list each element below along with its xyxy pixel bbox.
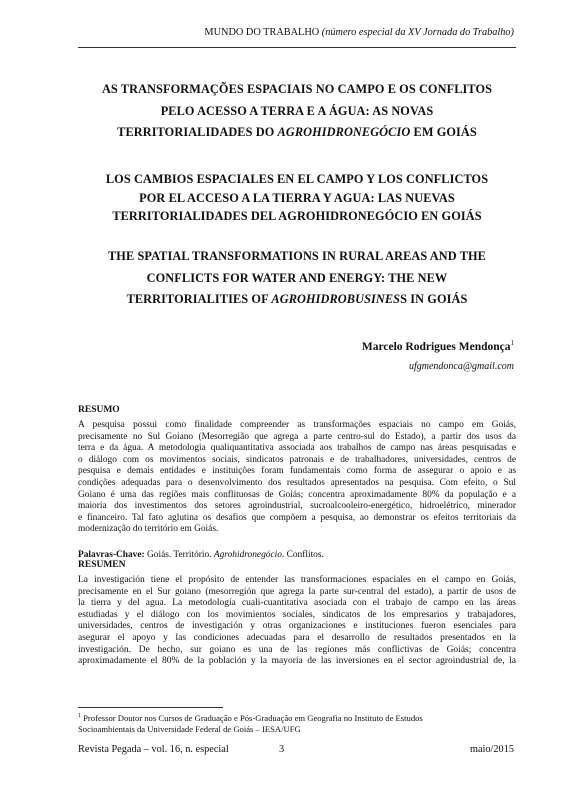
footnote-line-1: $^1$ Professor Doutor nos Cursos de Graduação e Pós-Graduação em Geografia no Instituto de Estudos (78, 712, 423, 723)
author-name: Marcelo Rodrigues Mendonça$^1$ (361, 339, 514, 353)
resumen-line: asegurar el apoyo y las condiciones adecuadas para el desarrollo de resultados presentados en la (78, 632, 516, 643)
resumo-line: pesquisa e demais entidades e instituições foram fundamentais como forma de assegurar o apoio e as (78, 466, 516, 477)
journal-subtitle: (número especial da XV Jornada do Trabalho) (321, 27, 514, 38)
resumo-heading: RESUMO (78, 405, 120, 415)
resumo-line: precisamente no Sul Goiano (Mesorregião que agrega a parte centro-sul do Estado), a partir dos usos da (78, 431, 516, 442)
keywords-label: Palavras-Chave: (78, 550, 145, 560)
resumen-body (78, 575, 516, 668)
resumo-line: Goiano é uma das regiões mais conflituosas de Goiás; concentra aproximadamente 80% da população e a (78, 489, 516, 500)
author-footnote-mark: 1 (510, 339, 514, 347)
footnote-mark: 1 (78, 713, 81, 719)
resumen-line: estudiadas y el diálogo con los movimientos sociales, sindicatos de los empresarios y trabajadores, (78, 609, 516, 620)
title-pt-line-3: TERRITORIALIDADES DO AGROHIDRONEGÓCIO EM GOIÁS (117, 125, 477, 139)
footer-journal: Revista Pegada – vol. 16, n. especial (78, 744, 229, 755)
footnote-line-2: Socioambientais da Universidade Federal de Goiás – IESA/UFG (78, 723, 301, 734)
resumo-line: o diálogo com os movimentos sociais, sindicatos patronais e de trabalhadores, universidades, centros de (78, 454, 516, 465)
title-es-line-3: TERRITORIALIDADES DEL AGROHIDRONEGÓCIO EN GOIÁS (112, 209, 482, 223)
resumen-line: la tierra y del agua. La metodología cuali-cuantitativa asociada con el trabajo de campo en las áreas (78, 598, 516, 609)
title-english (78, 246, 516, 311)
title-es-line-2: POR EL ACCESO A LA TIERRA Y AGUA: LAS NUEVAS (139, 190, 455, 205)
footnote-rule (78, 707, 223, 708)
resumen-line: La investigación tiene el propósito de entender las transformaciones espaciales en el campo en Goiás, (78, 575, 516, 585)
title-pt-line-2: PELO ACESSO A TERRA E A ÁGUA: AS NOVAS (160, 103, 434, 118)
footnote (78, 711, 516, 735)
running-header (204, 27, 514, 38)
resumo-line: e financeiro. Tal fato aglutina os desafios que compõem a pesquisa, ao demonstrar os efeitos territoriais da (78, 512, 516, 523)
title-pt-line-1: AS TRANSFORMAÇÕES ESPACIAIS NO CAMPO E OS CONFLITOS (101, 82, 493, 96)
author-email[interactable]: ufgmendonca@gmail.com (408, 361, 514, 372)
title-en-line-2: CONFLICTS FOR WATER AND ENERGY: THE NEW (146, 270, 448, 285)
header-rule (78, 47, 516, 48)
resumo-line: modernização do território em Goiás. (78, 524, 219, 535)
title-en-line-3: TERRITORIALITIES OF AGROHIDROBUSINESS IN GOIÁS (126, 292, 468, 306)
title-en-line-1: THE SPATIAL TRANSFORMATIONS IN RURAL AREAS AND THE (108, 249, 486, 263)
resumo-body (78, 420, 516, 536)
resumo-line: maioria dos investimentos dos setores agroindustrial, sucroalcooleiro-energético, hidroelétrico, minerador (78, 501, 516, 512)
resumo-line: condições adequadas para o desenvolvimento dos resultados apresentados na pesquisa. Com efeito, o Sul (78, 477, 516, 488)
title-es-line-1: LOS CAMBIOS ESPACIALES EN EL CAMPO Y LOS CONFLICTOS (105, 172, 489, 186)
resumen-heading: RESUMEN (78, 560, 126, 570)
resumen-line: investigación. De hecho, sur goiano es una de las regiones más conflictivas de Goiás; concentra (78, 644, 516, 655)
journal-name: MUNDO DO TRABALHO (204, 27, 320, 38)
resumen-line: universidades, centros de investigación y otras organizaciones e instituciones fueron esenciales para (78, 621, 516, 632)
title-portuguese (78, 79, 516, 144)
keywords: Palavras-Chave: Goiás. Território. Agrohidronegócio. Conflitos. (78, 550, 324, 560)
title-spanish (78, 170, 516, 226)
footer-date: maio/2015 (469, 744, 514, 755)
resumen-line: precisamente en el Sur goiano (mesorregión que agrega la parte sur-central del estado), a partir de usos de (78, 586, 516, 597)
resumo-line: A pesquisa possui como finalidade compreender as transformações espaciais no campo em Goiás, (78, 420, 516, 430)
resumo-line: terra e da água. A metodologia qualiquantitativa associada aos trabalhos de campo nas áreas pesquisadas e (78, 443, 516, 454)
page-number: 3 (279, 744, 285, 755)
resumen-line: aproximadamente el 80% de la población y la mayoría de las inversiones en el sector agroindustrial de, la (78, 656, 516, 667)
